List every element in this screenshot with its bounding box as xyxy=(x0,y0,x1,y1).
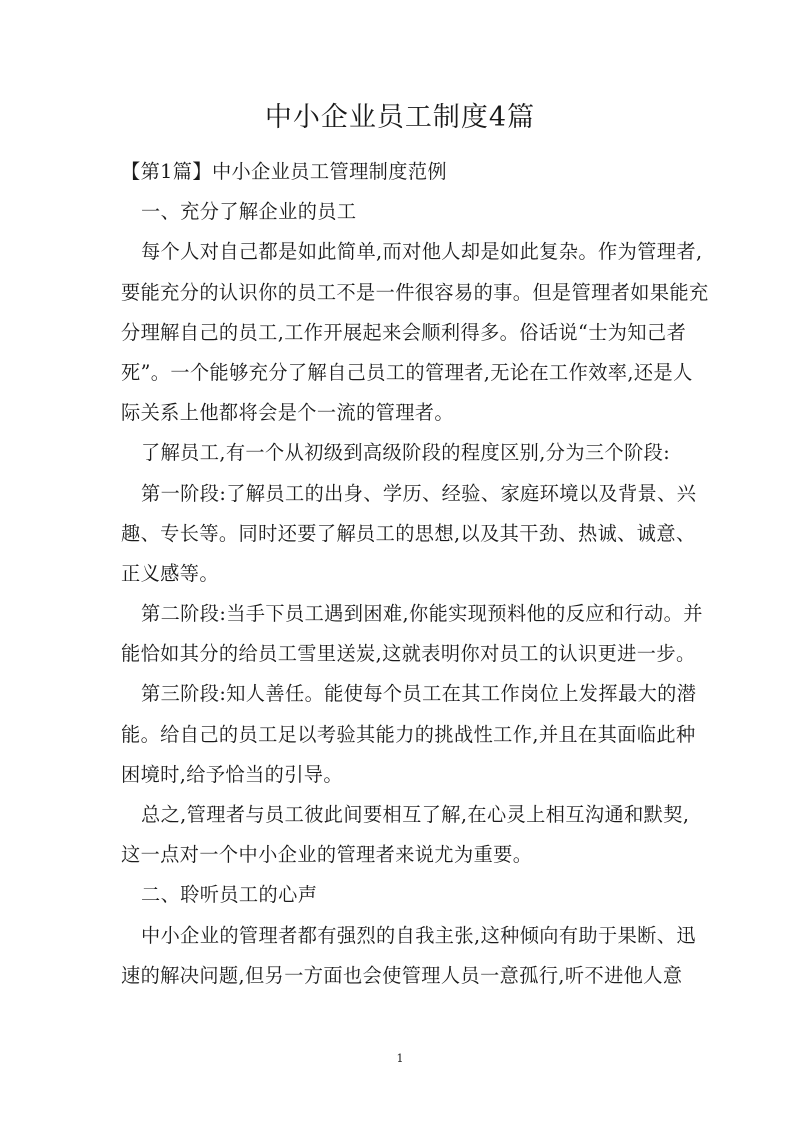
paragraph-line: 了解员工,有一个从初级到高级阶段的程度区别,分为三个阶段: xyxy=(141,441,671,465)
paragraph-line: 速的解决问题,但另一方面也会使管理人员一意孤行,听不进他人意 xyxy=(121,963,683,987)
paragraph-line: 趣、专长等。同时还要了解员工的思想,以及其干劲、热诚、诚意、 xyxy=(121,521,696,545)
paragraph-line: 困境时,给予恰当的引导。 xyxy=(121,762,343,786)
paragraph-line: 这一点对一个中小企业的管理者来说尤为重要。 xyxy=(121,843,533,867)
document-title: 中小企业员工制度4篇 xyxy=(264,102,536,133)
paragraph-line: 每个人对自己都是如此简单,而对他人却是如此复杂。作为管理者, xyxy=(141,240,703,264)
paragraph-line: 中小企业的管理者都有强烈的自我主张,这种倾向有助于果断、迅 xyxy=(141,923,696,947)
paragraph-line: 际关系上他都将会是个一流的管理者。 xyxy=(121,401,454,425)
paragraph-line: 能。给自己的员工足以考验其能力的挑战性工作,并且在其面临此种 xyxy=(121,722,696,746)
paragraph-line: 第一阶段:了解员工的出身、学历、经验、家庭环境以及背景、兴 xyxy=(141,481,697,505)
paragraph-line: 能恰如其分的给员工雪里送炭,这就表明你对员工的认识更进一步。 xyxy=(121,642,696,666)
paragraph-line: 要能充分的认识你的员工不是一件很容易的事。但是管理者如果能充 xyxy=(121,280,709,304)
page-number: 1 xyxy=(396,1052,404,1065)
chapter-heading: 【第1篇】中小企业员工管理制度范例 xyxy=(121,160,448,183)
document-body xyxy=(121,152,709,996)
paragraph-line: 正义感等。 xyxy=(121,561,219,585)
section-heading-1: 一、充分了解企业的员工 xyxy=(141,200,357,224)
paragraph-line: 总之,管理者与员工彼此间要相互了解,在心灵上相互沟通和默契, xyxy=(141,803,690,826)
paragraph-line: 分理解自己的员工,工作开展起来会顺利得多。俗话说“士为知己者 xyxy=(121,320,687,344)
paragraph-line: 第三阶段:知人善任。能使每个员工在其工作岗位上发挥最大的潜 xyxy=(141,682,697,706)
section-heading-2: 二、聆听员工的心声 xyxy=(141,883,318,907)
paragraph-line: 第二阶段:当手下员工遇到困难,你能实现预料他的反应和行动。并 xyxy=(141,602,703,626)
paragraph-line: 死”。一个能够充分了解自己员工的管理者,无论在工作效率,还是人 xyxy=(121,360,693,384)
